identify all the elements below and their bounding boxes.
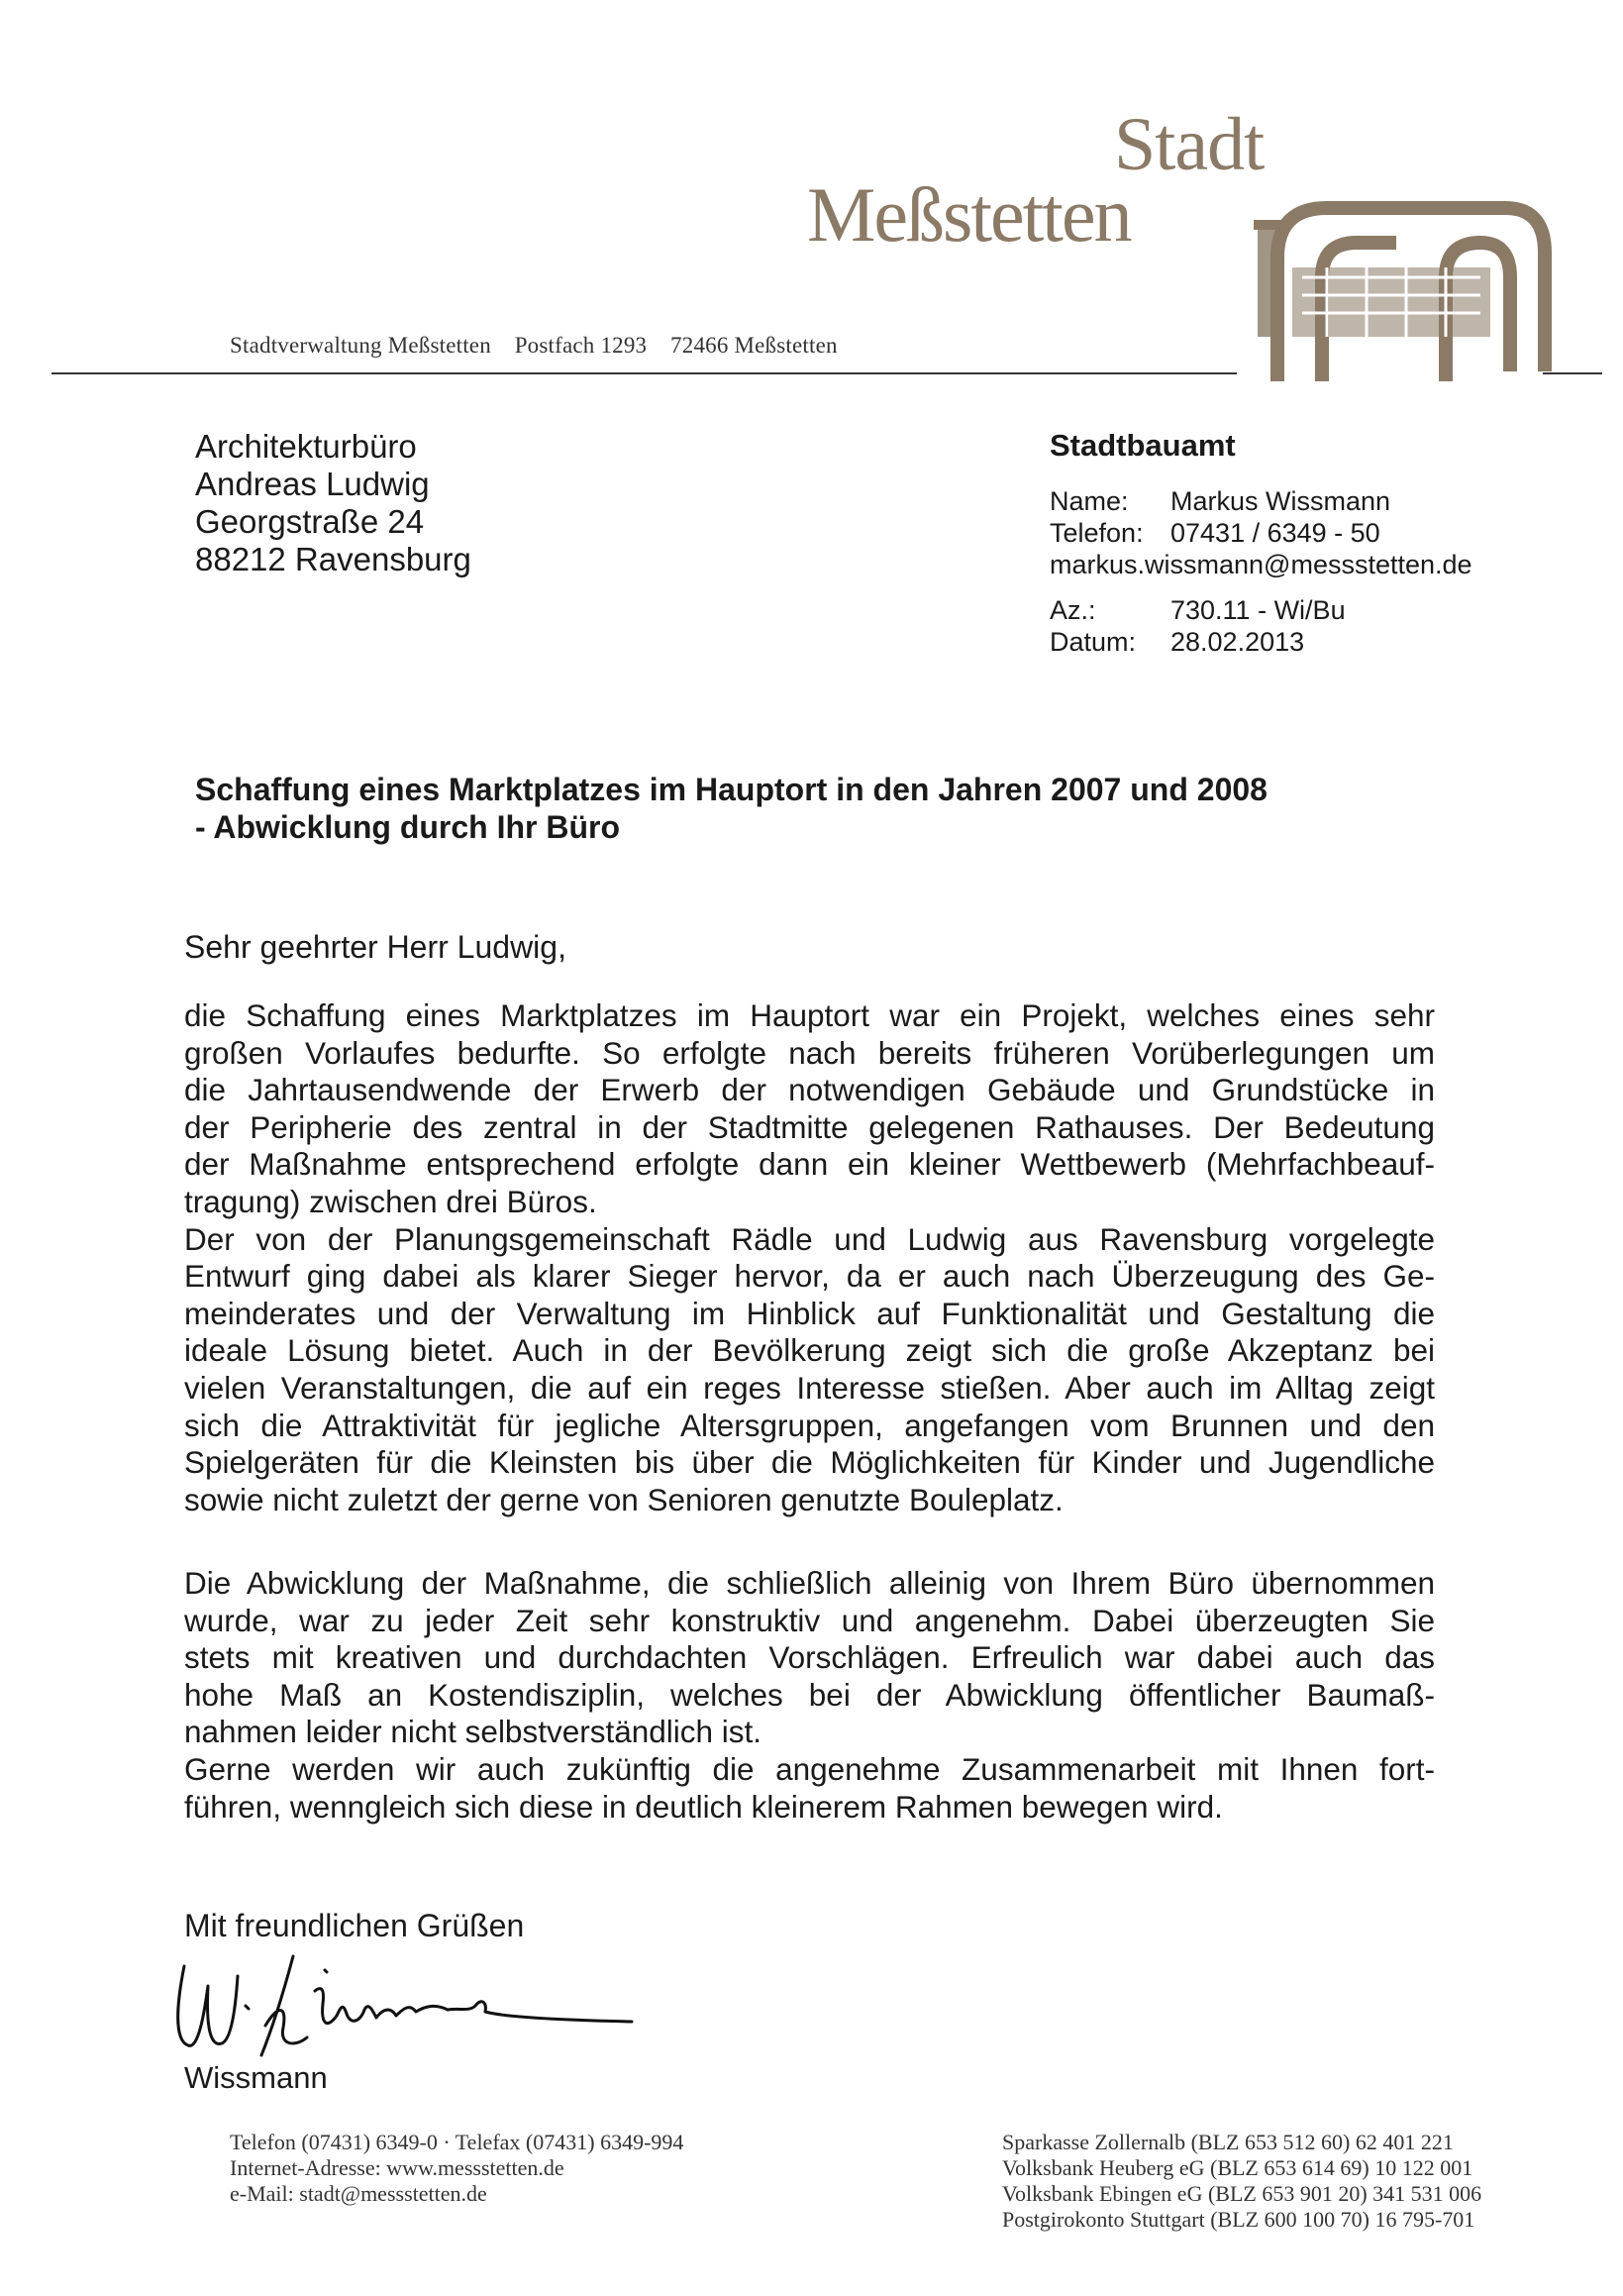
department-title: Stadtbauamt (1050, 428, 1236, 463)
body-line: stets mit kreativen und durchdachten Vorschlägen. Erfreulich war dabei auch das (184, 1639, 1435, 1676)
footer-contact (230, 2130, 683, 2207)
contact-email: markus.wissmann@messstetten.de (1050, 550, 1472, 579)
salutation: Sehr geehrter Herr Ludwig, (184, 929, 566, 965)
contact-name-row (1050, 485, 1472, 517)
body-line: die Jahrtausendwende der Erwerb der notwendigen Gebäude und Grundstücke in (184, 1072, 1435, 1108)
sender-address-line: Stadtverwaltung Meßstetten Postfach 1293 72466 Meßstetten (230, 333, 838, 358)
contact-phone-row (1050, 517, 1472, 549)
body-line: ideale Lösung bietet. Auch in der Bevölkerung zeigt sich die große Akzeptanz bei (184, 1332, 1435, 1369)
bank-line: Volksbank Heuberg eG (BLZ 653 614 69) 10 122 001 (1002, 2155, 1473, 2180)
header-divider (51, 372, 1237, 374)
bank-line: Postgirokonto Stuttgart (BLZ 600 100 70) 16 795-701 (1002, 2207, 1475, 2232)
reference-row (1050, 594, 1472, 626)
handwritten-signature (166, 1946, 701, 2065)
phone-value: 07431 / 6349 - 50 (1170, 518, 1380, 548)
footer-website: Internet-Adresse: www.messstetten.de (230, 2155, 564, 2180)
body-line: Gerne werden wir auch zukünftig die angenehme Zusammenarbeit mit Ihnen fort- (184, 1750, 1435, 1787)
body-line: vielen Veranstaltungen, die auf ein reges Interesse stießen. Aber auch im Alltag zeigt (184, 1369, 1435, 1406)
subject-line: Schaffung eines Marktplatzes im Hauptort in den Jahren 2007 und 2008 (195, 772, 1268, 807)
body-line: Die Abwicklung der Maßnahme, die schließlich alleinig von Ihrem Büro übernommen (184, 1565, 1435, 1601)
name-value: Markus Wissmann (1170, 486, 1391, 516)
footer-phone: Telefon (07431) 6349-0 · Telefax (07431) 6349-994 (230, 2130, 684, 2154)
recipient-address (195, 428, 471, 578)
body-line: der Maßnahme entsprechend erfolgte dann ein kleiner Wettbewerb (Mehrfachbeauf- (184, 1146, 1435, 1183)
phone-label: Telefon: (1050, 518, 1144, 548)
recipient-line: Georgstraße 24 (195, 503, 425, 540)
department-info (1050, 428, 1472, 658)
closing-phrase: Mit freundlichen Grüßen (184, 1908, 525, 1943)
body-line: hohe Maß an Kostendisziplin, welches bei der Abwicklung öffentlicher Baumaß- (184, 1676, 1435, 1713)
body-line: sowie nicht zuletzt der gerne von Senioren genutzte Bouleplatz. (184, 1481, 1064, 1517)
body-line: sich die Attraktivität für jegliche Altersgruppen, angefangen vom Brunnen und den (184, 1407, 1435, 1443)
bank-line: Volksbank Ebingen eG (BLZ 653 901 20) 341 531 006 (1002, 2181, 1482, 2206)
body-line: Spielgeräten für die Kleinsten bis über die Möglichkeiten für Kinder und Jugendliche (184, 1444, 1435, 1481)
date-row (1050, 626, 1472, 658)
logo-wordmark-city: Meßstetten (807, 171, 1131, 258)
city-emblem-icon (1218, 198, 1555, 396)
logo-wordmark-stadt: Stadt (1114, 103, 1265, 186)
header-divider-right (1543, 372, 1602, 374)
subject-line: - Abwicklung durch Ihr Büro (195, 809, 621, 845)
recipient-line: Architekturbüro (195, 428, 417, 465)
recipient-line: Andreas Ludwig (195, 466, 430, 502)
footer-bank-details (1002, 2130, 1481, 2233)
body-line: nahmen leider nicht selbstverständlich ist. (184, 1714, 762, 1750)
body-line: die Schaffung eines Marktplatzes im Hauptort war ein Projekt, welches eines sehr (184, 997, 1435, 1033)
name-label: Name: (1050, 486, 1129, 516)
body-line: wurde, war zu jeder Zeit sehr konstruktiv und angenehm. Dabei überzeugten Sie (184, 1602, 1435, 1638)
body-line: Entwurf ging dabei als klarer Sieger hervor, da er auch nach Überzeugung des Ge- (184, 1258, 1435, 1295)
body-line: führen, wenngleich sich diese in deutlich kleinerem Rahmen bewegen wird. (184, 1788, 1223, 1825)
signer-name: Wissmann (184, 2060, 328, 2095)
body-paragraph-1 (184, 997, 1435, 1518)
footer-email: e-Mail: stadt@messstetten.de (230, 2181, 487, 2206)
bank-line: Sparkasse Zollernalb (BLZ 653 512 60) 62 401 221 (1002, 2130, 1454, 2154)
reference-value: 730.11 - Wi/Bu (1170, 595, 1346, 625)
body-paragraph-2 (184, 1565, 1435, 1826)
body-line: großen Vorlaufes bedurfte. So erfolgte nach bereits früheren Vorüberlegungen um (184, 1034, 1435, 1071)
body-line: Der von der Planungsgemeinschaft Rädle und Ludwig aus Ravensburg vorgelegte (184, 1220, 1435, 1257)
recipient-line: 88212 Ravensburg (195, 541, 471, 577)
body-line: der Peripherie des zentral in der Stadtmitte gelegenen Rathauses. Der Bedeutung (184, 1108, 1435, 1145)
reference-label: Az.: (1050, 595, 1096, 625)
date-label: Datum: (1050, 627, 1137, 657)
letter-subject (195, 771, 1268, 846)
date-value: 28.02.2013 (1170, 627, 1305, 657)
body-line: meinderates und der Verwaltung im Hinblick auf Funktionalität und Gestaltung die (184, 1295, 1435, 1331)
body-line: tragung) zwischen drei Büros. (184, 1183, 597, 1219)
